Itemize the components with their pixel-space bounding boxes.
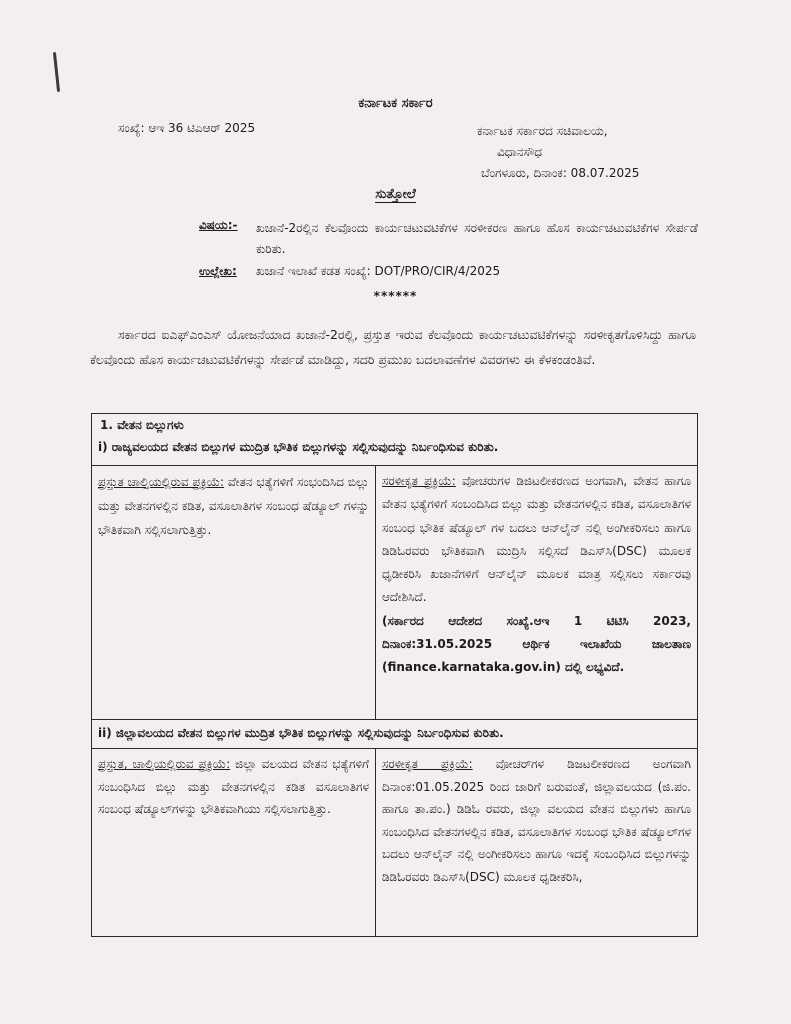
section1-header-row [92, 414, 697, 466]
current-process-cell [92, 466, 376, 719]
reference-label: ಉಲ್ಲೇಖ: [199, 264, 237, 278]
district-simplified-process-text: ವೋಚರ್‌ಗಳ ಡಿಜಟಲೀಕರಣದ ಅಂಗವಾಗಿ ದಿನಾಂಕ:01.05.2025 ರಿಂದ ಜಾರಿಗೆ ಬರುವಂತೆ, ಜಿಲ್ಲಾವಲಯದ (ಜಿ.ಪಂ. ಹಾಗೂ ತಾ.ಪಂ.) ಡಿಡಿಓ ರವರು, ಜಿಲ್ಲಾ ವಲಯದ ವೇತನ ಬಿಲ್ಲುಗಳು ಹಾಗೂ ಸಂಬಂಧಿಸಿದ ವೇತನಗಳಲ್ಲಿನ ಕಡಿತ, ವಸೂಲಾತಿಗಳ ಸಂಬಂಧ ಭೌತಿಕ ಷೆಡ್ಯೂಲ್‌ಗಳ ಬದಲು ಆನ್‌ಲೈನ್ ನಲ್ಲಿ ಅಂಗೀಕರಿಸಲು ಹಾಗೂ ಇದಕ್ಕೆ ಸಂಬಂಧಿಸಿದ ಬಿಲ್ಲುಗಳನ್ನು ಡಿಡಿಓರವರು ಡಿಎಸ್‌ಸಿ(DSC) ಮೂಲಕ ಧೃಡೀಕರಿಸಿ, [382, 757, 691, 884]
separator-stars: ****** [373, 289, 418, 303]
intro-paragraph: ಸರ್ಕಾರದ ಐಎಫ್‌ಎಂಎಸ್ ಯೋಜನೆಯಾದ ಖಜಾನೆ-2ರಲ್ಲಿ, ಪ್ರಸ್ತುತ ಇರುವ ಕೆಲವೊಂದು ಕಾರ್ಯಚಟುವಟಿಕೆಗಳನ್ನು ಸರಳೀಕೃತಗೊಳಿಸಿದ್ದು ಹಾಗೂ ಕೆಲವೊಂದು ಹೊಸ ಕಾರ್ಯಚಟುವಟಿಕೆಗಳನ್ನು ಸೇರ್ಪಡೆ ಮಾಡಿದ್ದು, ಸದರಿ ಪ್ರಮುಖ ಬದಲಾವಣೆಗಳ ವಿವರಗಳು ಈ ಕೆಳಕಂಡಂತಿವೆ. [90, 327, 696, 367]
subject-label: ವಿಷಯ:- [199, 218, 238, 232]
office-line-secretariat: ಕರ್ನಾಟಕ ಸರ್ಕಾರದ ಸಚಿವಾಲಯ, [477, 124, 608, 138]
section1-title: 1. ವೇತನ ಬಿಲ್ಲುಗಳು [100, 418, 184, 432]
reference-number: ಸಂಖ್ಯೆ: ಆಇ 36 ಟಿಎಆರ್ 2025 [118, 121, 256, 135]
office-line-vidhana-soudha: ವಿಧಾನಸೌಧ [497, 145, 542, 159]
section2-content-row [92, 749, 697, 936]
circular-title [0, 187, 791, 202]
district-simplified-process-cell [376, 749, 697, 936]
section1-subtitle: i) ರಾಜ್ಯವಲಯದ ವೇತನ ಬಿಲ್ಲುಗಳ ಮುದ್ರಿತ ಭೌತಿಕ ಬಿಲ್ಲುಗಳನ್ನು ಸಲ್ಲಿಸುವುದನ್ನು ನಿರ್ಬಂಧಿಸುವ ಕುರಿತು. [98, 440, 499, 454]
pen-mark [53, 52, 60, 92]
government-title: ಕರ್ನಾಟಕ ಸರ್ಕಾರ [358, 96, 433, 111]
section1-content-row [92, 466, 697, 720]
current-process-heading: ಪ್ರಸ್ತುತ ಚಾಲ್ತಿಯಲ್ಲಿರುವ ಪ್ರಕ್ರಿಯೆ: [98, 475, 225, 489]
office-address [477, 121, 639, 184]
district-current-process-text: ಜಿಲ್ಲಾ ವಲಯದ ವೇತನ ಭತ್ಯೆಗಳಿಗೆ ಸಂಬಂಧಿಸಿದ ಬಿಲ್ಲು ಮತ್ತು ವೇತನಗಳಲ್ಲಿನ ಕಡಿತ ವಸೂಲಾತಿಗಳ ಸಂಬಂಧ ಷೆಡ್ಯೂಲ್‌ಗಳನ್ನು ಭೌತಿಕವಾಗಿಯು ಸಲ್ಲಿಸಲಾಗುತ್ತಿತ್ತು. [98, 757, 369, 816]
circular-title-text: ಸುತ್ತೋಲೆ [375, 187, 416, 202]
simplified-process-cell [376, 466, 697, 719]
reference-block [199, 264, 501, 279]
simplified-process-text: ವೋಚರುಗಳ ಡಿಜಿಟಲೀಕರಣದ ಅಂಗವಾಗಿ, ವೇತನ ಹಾಗೂ ವೇತನ ಭತ್ಯೆಗಳಿಗೆ ಸಂಬಂದಿಸಿದ ಬಿಲ್ಲು ಮತ್ತು ವೇತನಗಳಲ್ಲಿನ ಕಡಿತ, ವಸೂಲಾತಿಗಳ ಸಂಬಂಧ ಭೌತಿಕ ಷೆಡ್ಯೂಲ್ ಗಳ ಬದಲು ಆನ್‌ಲೈನ್ ನಲ್ಲಿ ಅಂಗೀಕರಿಸಲು ಹಾಗೂ ಡಿಡಿಓರವರು ಭೌತಿಕವಾಗಿ ಮುದ್ರಿಸಿ ಸಲ್ಲಿಸದೆ ಡಿಎಸ್‌ಸಿ(DSC) ಮೂಲಕ ಧೃಡೀಕರಿಸಿ ಖಜಾನೆಗಳಿಗೆ ಆನ್‌ಲೈನ್ ಮೂಲಕ ಮಾತ್ರ ಸಲ್ಲಿಸಲು ಸರ್ಕಾರವು ಆದೇಶಿಸಿದೆ. [382, 474, 691, 605]
details-table [91, 413, 698, 937]
section2-subtitle: ii) ಜಿಲ್ಲಾವಲಯದ ವೇತನ ಬಿಲ್ಲುಗಳ ಮುದ್ರಿತ ಭೌತಿಕ ಬಿಲ್ಲುಗಳನ್ನು ಸಲ್ಲಿಸುವುದನ್ನು ನಿರ್ಬಂಧಿಸುವ ಕುರಿತು. [98, 726, 504, 740]
simplified-process-heading: ಸರಳೀಕೃತ ಪ್ರಕ್ರಿಯೆ: [382, 474, 456, 488]
section2-header-row [92, 720, 697, 749]
reference-text: ಖಜಾನೆ ಇಲಾಖೆ ಕಡತ ಸಂಖ್ಯೆ: DOT/PRO/CIR/4/2025 [256, 264, 501, 278]
office-line-date: ಬೆಂಗಳೂರು, ದಿನಾಂಕ: 08.07.2025 [481, 166, 640, 180]
district-current-process-cell [92, 749, 376, 936]
current-process-text: ವೇತನ ಭತ್ಯೆಗಳಿಗೆ ಸಂಭಂದಿಸಿದ ಬಿಲ್ಲು ಮತ್ತು ವೇತನಗಳಲ್ಲಿನ ಕಡಿತ, ವಸೂಲಾತಿಗಳ ಸಂಬಂಧ ಷೆಡ್ಯೂಲ್ ಗಳನ್ನು ಭೌತಿಕವಾಗಿ ಸಲ್ಲಿಸಲಾಗುತ್ತಿತ್ತು. [98, 475, 369, 537]
district-simplified-process-heading: ಸರಳೀಕೃತ ಪ್ರಕ್ರಿಯೆ: [382, 757, 473, 771]
government-order-note: (ಸರ್ಕಾರದ ಆದೇಶದ ಸಂಖ್ಯೆ.ಆಇ 1 ಟಿಟಿಸಿ 2023, ದಿನಾಂಕ:31.05.2025 ಆರ್ಥಿಕ ಇಲಾಖೆಯ ಜಾಲತಾಣ (finance.karnataka.gov.in) ದಲ್ಲಿ ಲಭ್ಯವಿದೆ. [382, 613, 691, 675]
subject-text: ಖಜಾನೆ-2ರಲ್ಲಿನ ಕೆಲವೊಂದು ಕಾರ್ಯಚಟುವಟಿಕೆಗಳ ಸರಳೀಕರಣ ಹಾಗೂ ಹೊಸ ಕಾರ್ಯಚಟುವಟಿಕೆಗಳ ಸೇರ್ಪಡೆ ಕುರಿತು. [256, 221, 698, 256]
district-current-process-heading: ಪ್ರಸ್ತುತ, ಚಾಲ್ತಿಯಲ್ಲಿರುವ ಪ್ರಕ್ರಿಯೆ: [98, 757, 231, 771]
